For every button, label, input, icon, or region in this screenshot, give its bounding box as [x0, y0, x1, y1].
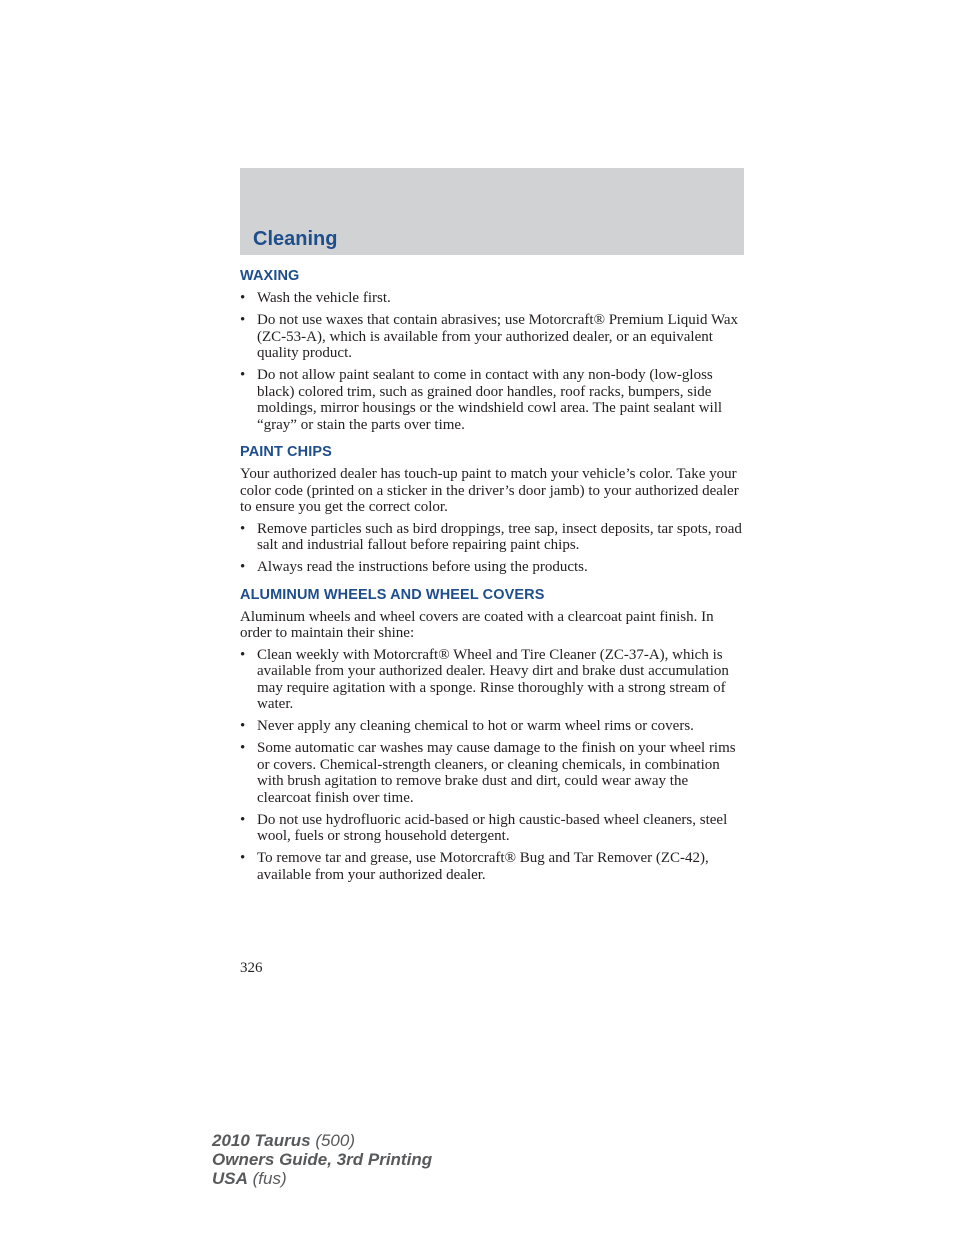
list-item — [240, 521, 744, 554]
bullet-icon: • — [240, 367, 246, 383]
paint-chips-bullet-list — [240, 521, 744, 576]
list-item-text: To remove tar and grease, use Motorcraft® Bug and Tar Remover (ZC-42), available from your authorized dealer. — [257, 850, 709, 883]
page-number: 326 — [240, 960, 263, 976]
list-item — [240, 312, 744, 362]
aluminum-wheels-intro: Aluminum wheels and wheel covers are coated with a clearcoat paint finish. In order to maintain their shine: — [240, 608, 714, 641]
list-item-text: Wash the vehicle first. — [257, 290, 391, 306]
footer-line-region — [212, 1169, 432, 1188]
footer-region-code: (fus) — [247, 1169, 287, 1188]
list-item — [240, 850, 744, 883]
section-aluminum-wheels — [240, 585, 744, 884]
bullet-icon: • — [240, 850, 246, 866]
chapter-header-band — [240, 168, 744, 255]
list-item — [240, 718, 744, 735]
bullet-icon: • — [240, 718, 246, 734]
bullet-icon: • — [240, 559, 246, 575]
waxing-bullet-list — [240, 290, 744, 433]
list-item-text: Remove particles such as bird droppings, tree sap, insect deposits, tar spots, road salt and industrial fallout before repairing paint chips. — [257, 520, 742, 553]
bullet-icon: • — [240, 646, 246, 663]
list-item-text: Never apply any cleaning chemical to hot or warm wheel rims or covers. — [257, 718, 694, 734]
list-item-text: Do not use hydrofluoric acid-based or high caustic-based wheel cleaners, steel wool, fuels or strong household detergent. — [257, 811, 728, 844]
section-heading-waxing: WAXING — [240, 268, 300, 284]
section-heading-paint-chips: PAINT CHIPS — [240, 444, 332, 460]
bullet-icon: • — [240, 740, 246, 756]
list-item-text: Do not use waxes that contain abrasives; use Motorcraft® Premium Liquid Wax (ZC-53-A), which is available from your authorized dealer, or an equivalent quality product. — [257, 312, 739, 361]
section-heading-aluminum-wheels: ALUMINUM WHEELS AND WHEEL COVERS — [240, 586, 545, 603]
footer-model: 2010 Taurus — [212, 1131, 311, 1150]
bullet-icon: • — [240, 312, 246, 328]
list-item — [240, 367, 744, 433]
list-item — [240, 290, 744, 307]
bullet-icon: • — [240, 290, 246, 306]
list-item — [240, 559, 744, 576]
page-content — [240, 266, 744, 892]
section-waxing — [240, 266, 744, 433]
footer-line-guide: Owners Guide, 3rd Printing — [212, 1150, 433, 1169]
list-item — [240, 647, 744, 713]
list-item-text: Do not allow paint sealant to come in contact with any non-body (low-gloss black) colored trim, such as grained door handles, roof racks, bumpers, side moldings, mirror housings or the windshield cowl area. The paint sealant will “gray” or stain the parts over time. — [257, 367, 723, 433]
section-paint-chips — [240, 442, 744, 576]
footer-model-code: (500) — [310, 1131, 356, 1150]
bullet-icon: • — [240, 520, 246, 537]
paint-chips-intro: Your authorized dealer has touch-up paint to match your vehicle’s color. Take your color code (printed on a sticker in the driver’s door jamb) to your authorized dealer to ensure you get the correct color. — [240, 466, 739, 515]
list-item-text: Some automatic car washes may cause damage to the finish on your wheel rims or covers. Chemical-strength cleaners, or cleaning chemicals, in combination with brush agitation to remove brake dust and dirt, could wear away the clearcoat finish over time. — [257, 740, 736, 806]
aluminum-wheels-bullet-list — [240, 647, 744, 884]
list-item — [240, 812, 744, 845]
footer-line-model — [212, 1131, 432, 1150]
list-item — [240, 740, 744, 806]
document-footer — [212, 1131, 432, 1188]
footer-region: USA — [212, 1169, 248, 1188]
bullet-icon: • — [240, 811, 246, 828]
list-item-text: Always read the instructions before using the products. — [257, 559, 588, 575]
list-item-text: Clean weekly with Motorcraft® Wheel and Tire Cleaner (ZC-37-A), which is available from your authorized dealer. Heavy dirt and brake dust accumulation may require agitation with a sponge. Rinse thoroughly with a strong stream of water. — [257, 646, 729, 712]
chapter-title: Cleaning — [253, 228, 338, 250]
